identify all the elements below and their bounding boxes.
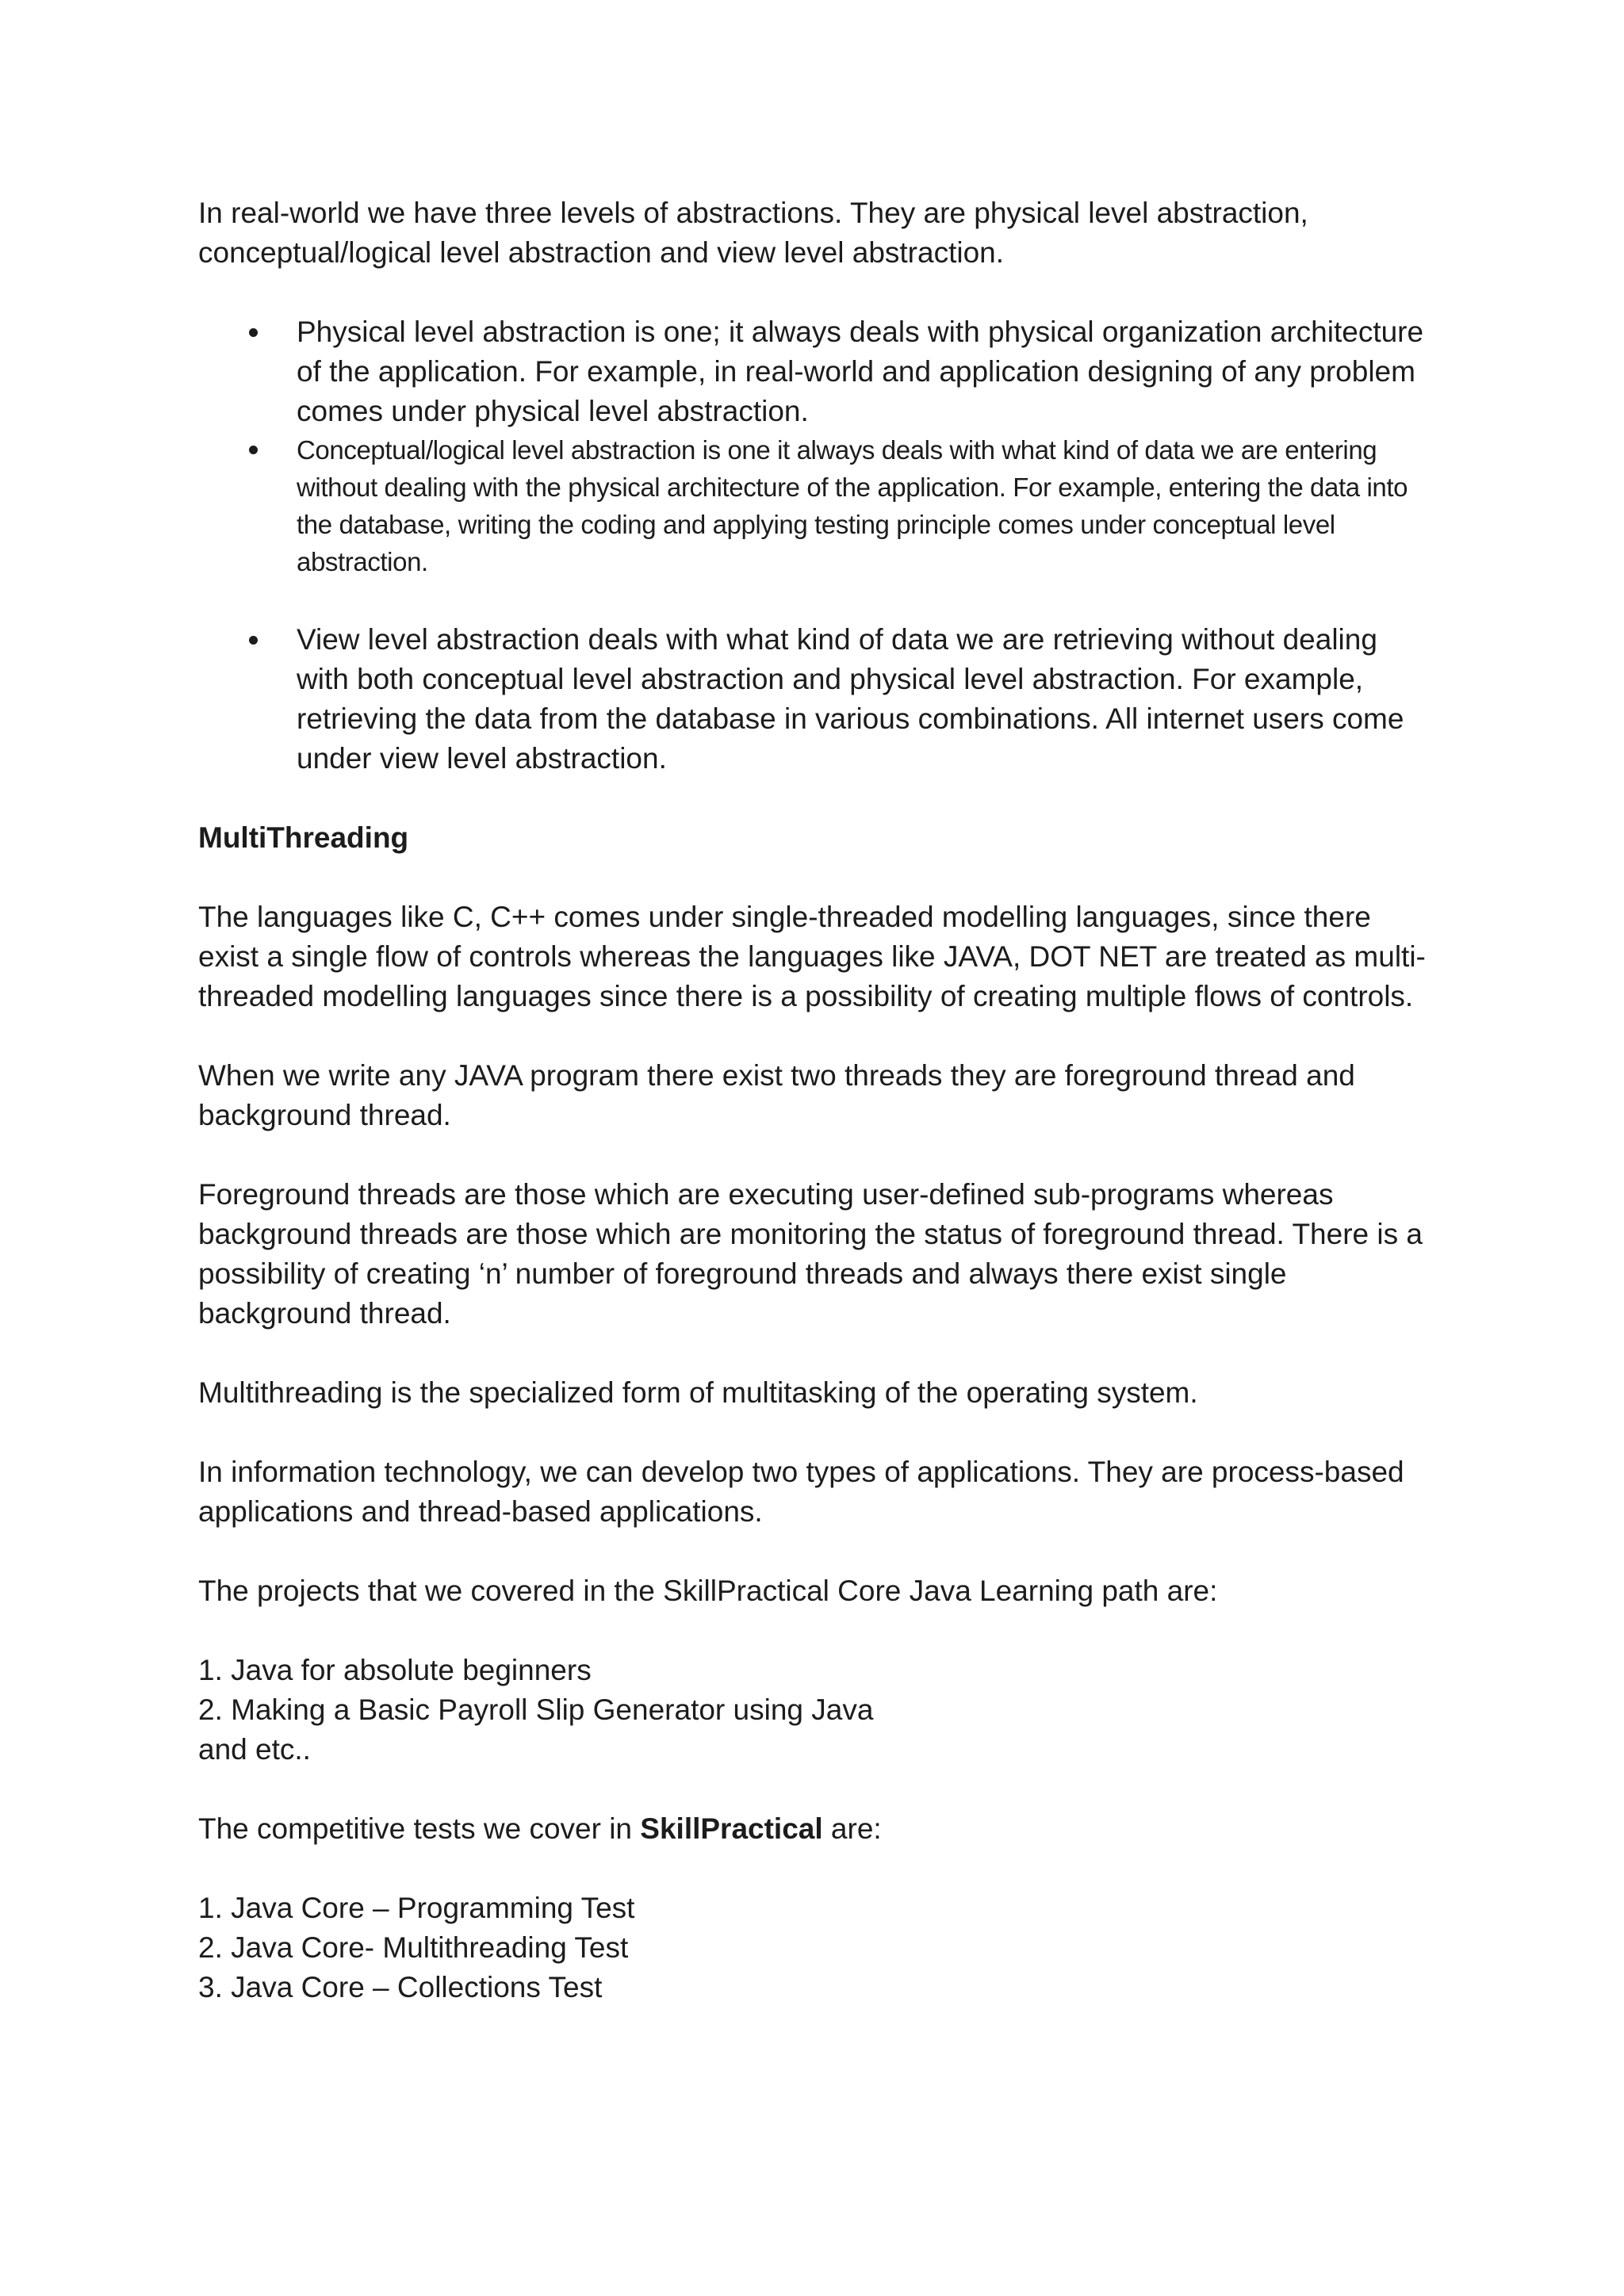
bullet-text-view: View level abstraction deals with what kind of data we are retrieving without dealing with both conceptual level abstraction and physical level abstraction. For example, retrieving the data from the database in various combinations. All internet users come under view level abstraction. xyxy=(297,623,1404,775)
paragraph-foreground-background: Foreground threads are those which are executing user-defined sub-programs whereas background threads are those which are monitoring the status of foreground thread. There is a possibility of creating ‘n’ number of foreground threads and always there exist single background thread. xyxy=(198,1178,1423,1330)
list-item xyxy=(198,431,1435,580)
section-heading: MultiThreading xyxy=(198,821,409,854)
paragraph-java-threads: When we write any JAVA program there exist two threads they are foreground thread and background thread. xyxy=(198,1059,1355,1131)
list-item: 2. Java Core- Multithreading Test xyxy=(198,1931,629,1964)
tests-list xyxy=(198,1888,1435,2007)
list-item: and etc.. xyxy=(198,1733,311,1766)
tests-intro-suffix: are: xyxy=(822,1812,882,1845)
list-item: 3. Java Core – Collections Test xyxy=(198,1971,603,2003)
projects-list xyxy=(198,1651,1435,1770)
paragraph-multithreading: Multithreading is the specialized form of multitasking of the operating system. xyxy=(198,1376,1198,1409)
list-item xyxy=(198,620,1435,779)
bullet-text-conceptual: Conceptual/logical level abstraction is one it always deals with what kind of data we are entering without dealing with the physical architecture of the application. For example, entering the data into the database, writing the coding and applying testing principle comes under conceptual level abstraction. xyxy=(297,435,1408,576)
brand-name: SkillPractical xyxy=(640,1812,823,1845)
document-body xyxy=(198,193,1435,2007)
bullet-icon xyxy=(249,446,258,454)
bullet-icon xyxy=(249,328,258,337)
tests-intro-text: The competitive tests we cover in xyxy=(198,1812,641,1845)
list-item: 1. Java Core – Programming Test xyxy=(198,1892,635,1924)
abstraction-levels-list xyxy=(198,312,1435,779)
intro-paragraph: In real-world we have three levels of abstractions. They are physical level abstraction, conceptual/logical level abstraction and view level abstraction. xyxy=(198,197,1308,269)
paragraph-tests-intro xyxy=(198,1809,1435,1849)
paragraph-projects-intro: The projects that we covered in the SkillPractical Core Java Learning path are: xyxy=(198,1575,1218,1607)
bullet-icon xyxy=(249,636,258,645)
paragraph-languages: The languages like C, C++ comes under single-threaded modelling languages, since there exist a single flow of controls whereas the languages like JAVA, DOT NET are treated as multi-threaded modelling languages since there is a possibility of creating multiple flows of controls. xyxy=(198,901,1426,1012)
list-item: 2. Making a Basic Payroll Slip Generator using Java xyxy=(198,1693,874,1726)
bullet-text-physical: Physical level abstraction is one; it always deals with physical organization architecture of the application. For example, in real-world and application designing of any problem comes under physical level abstraction. xyxy=(297,316,1424,427)
list-item xyxy=(198,312,1435,431)
list-item: 1. Java for absolute beginners xyxy=(198,1654,592,1686)
paragraph-application-types: In information technology, we can develop two types of applications. They are process-based applications and thread-based applications. xyxy=(198,1456,1404,1528)
